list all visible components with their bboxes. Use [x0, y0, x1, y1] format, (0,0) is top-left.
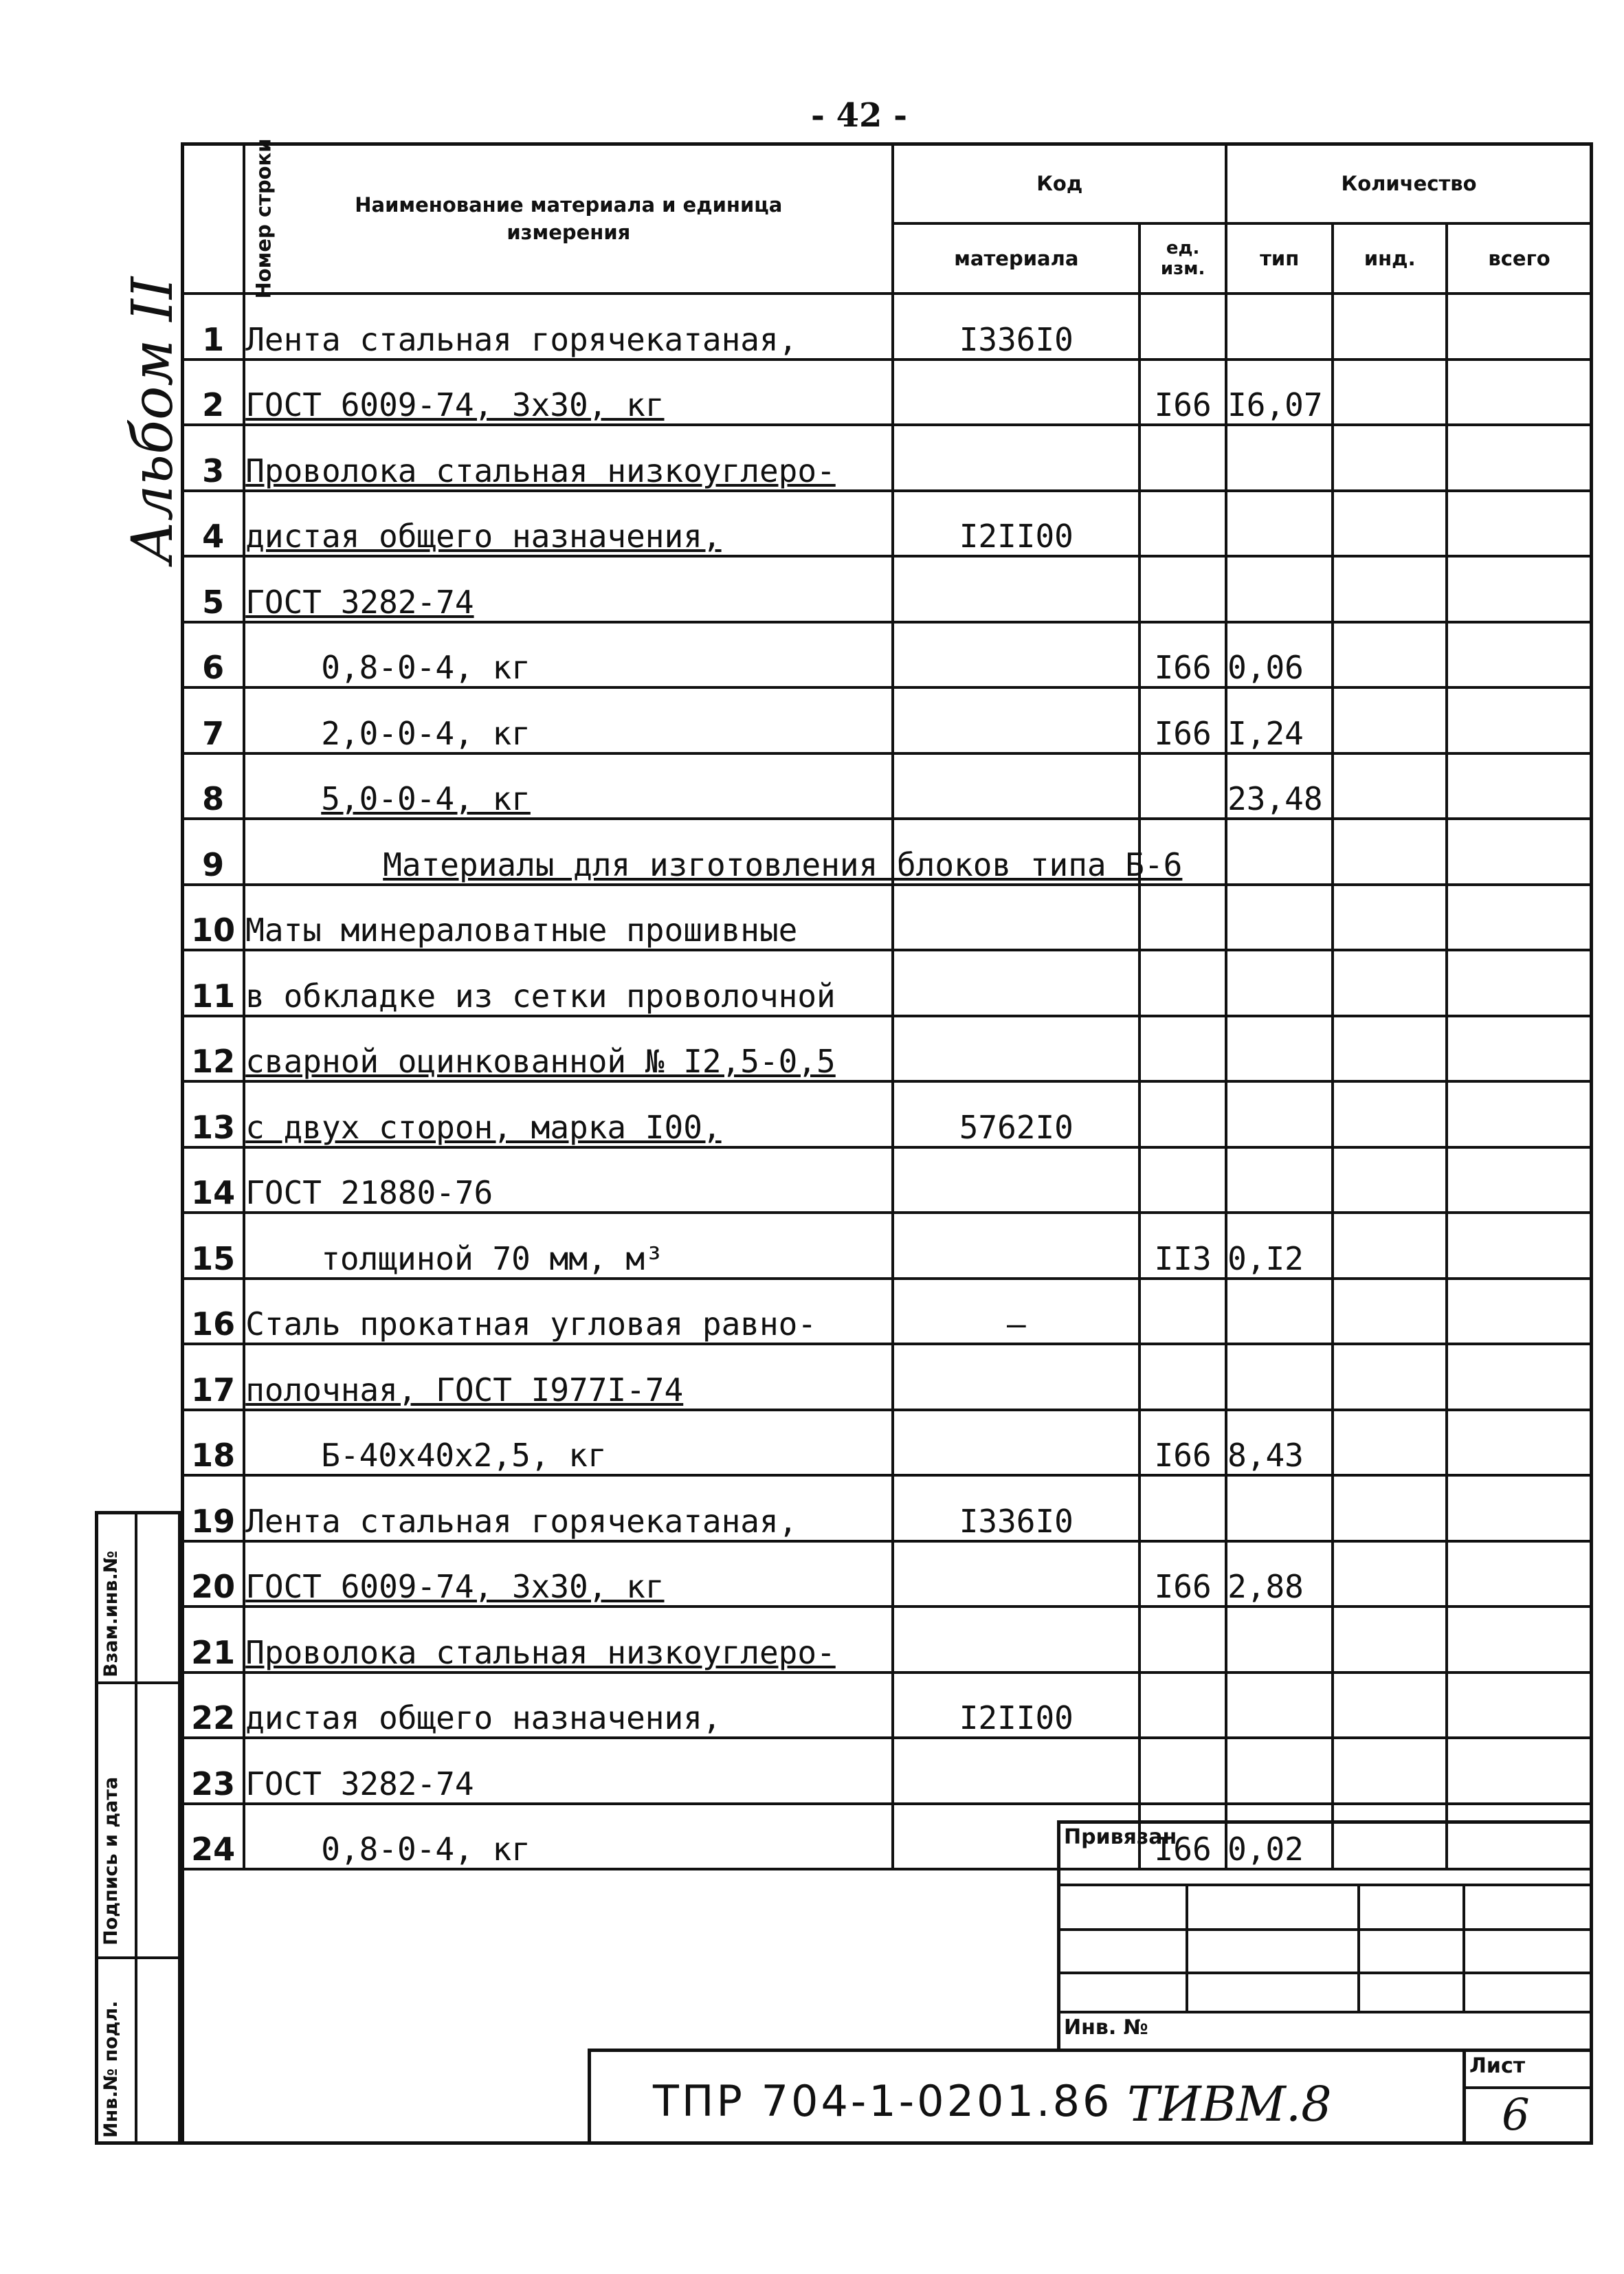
- quantity-ind-cell: [1333, 622, 1447, 688]
- quantity-ind-cell: [1333, 1410, 1447, 1476]
- row-number-cell: [182, 1673, 244, 1738]
- quantity-total-cell: [1447, 294, 1592, 360]
- material-code-cell: [893, 1344, 1139, 1410]
- material-code-cell-text: —: [1006, 1305, 1026, 1343]
- row-number-cell-text: 19: [191, 1502, 236, 1540]
- material-name-cell: [244, 1673, 893, 1738]
- material-code-cell: [893, 1541, 1139, 1607]
- row-number-cell: [182, 1475, 244, 1541]
- sheet-number: 6: [1502, 2090, 1530, 2141]
- unit-code-cell: [1139, 491, 1226, 557]
- quantity-type-cell: [1226, 1673, 1333, 1738]
- row-number-cell: [182, 1344, 244, 1410]
- row-number-cell-text: 15: [191, 1239, 236, 1277]
- sheet-box-line: [1462, 2086, 1593, 2089]
- quantity-total-cell: [1447, 1673, 1592, 1738]
- material-name-cell-text: ГОСТ 3282-74: [245, 583, 474, 621]
- row-number-cell: [182, 950, 244, 1016]
- material-name-cell-text: ГОСТ 21880-76: [245, 1174, 493, 1211]
- material-code-cell: [893, 1738, 1139, 1804]
- header-row-number-text: Номер строки: [252, 138, 276, 299]
- row-number-cell: [182, 425, 244, 491]
- quantity-type-cell: [1226, 1475, 1333, 1541]
- row-number-cell-text: 1: [202, 320, 225, 358]
- quantity-total-cell: [1447, 885, 1592, 951]
- quantity-total-cell: [1447, 950, 1592, 1016]
- material-name-cell-text: Маты минераловатные прошивные: [245, 912, 798, 949]
- material-code-cell: [893, 1673, 1139, 1738]
- material-code-cell-text: I336I0: [959, 1502, 1074, 1540]
- document-designation: ТПР 704-1-0201.86: [653, 2076, 1113, 2126]
- quantity-type-cell-text: I,24: [1227, 714, 1304, 752]
- unit-code-cell: [1139, 294, 1226, 360]
- quantity-total-cell: [1447, 1279, 1592, 1345]
- quantity-type-cell: [1226, 622, 1333, 688]
- unit-code-cell: [1139, 950, 1226, 1016]
- quantity-ind-cell: [1333, 950, 1447, 1016]
- quantity-total-cell: [1447, 1607, 1592, 1673]
- sheet-label: Лист: [1469, 2054, 1526, 2078]
- material-name-cell-text: с двух сторон, марка I00,: [245, 1108, 722, 1146]
- unit-code-cell-text: II3: [1154, 1239, 1212, 1277]
- material-code-cell: [893, 687, 1139, 753]
- table-row: [182, 885, 1592, 951]
- table-row: [182, 753, 1592, 819]
- unit-code-cell: [1139, 885, 1226, 951]
- material-code-cell: [893, 294, 1139, 360]
- unit-code-cell: [1139, 1147, 1226, 1213]
- quantity-type-cell: [1226, 1279, 1333, 1345]
- binding-label: Привязан: [1064, 1825, 1177, 1849]
- header-code: Код: [893, 144, 1226, 223]
- binding-line: [1057, 1884, 1593, 1886]
- row-number-cell: [182, 1016, 244, 1082]
- quantity-total-cell: [1447, 556, 1592, 622]
- stamp-interchange-label: Взам.инв.№: [100, 1550, 122, 1677]
- row-number-cell: [182, 1738, 244, 1804]
- unit-code-cell: [1139, 1673, 1226, 1738]
- quantity-ind-cell: [1333, 1081, 1447, 1147]
- row-number-cell-text: 17: [191, 1371, 236, 1409]
- unit-code-cell: [1139, 622, 1226, 688]
- material-code-cell: [893, 885, 1139, 951]
- material-code-cell-text: 5762I0: [959, 1108, 1074, 1146]
- table-row: [182, 360, 1592, 426]
- row-number-cell-text: 3: [202, 452, 225, 489]
- quantity-type-cell: [1226, 753, 1333, 819]
- quantity-type-cell: [1226, 1213, 1333, 1279]
- row-number-cell-text: 24: [191, 1831, 236, 1868]
- row-number-cell: [182, 1081, 244, 1147]
- table-row: [182, 294, 1592, 360]
- row-number-cell: [182, 1279, 244, 1345]
- row-number-cell: [182, 622, 244, 688]
- quantity-ind-cell: [1333, 1738, 1447, 1804]
- quantity-type-cell: [1226, 1410, 1333, 1476]
- material-name-cell-text: Лента стальная горячекатаная,: [245, 320, 798, 358]
- row-number-cell: [182, 294, 244, 360]
- material-name-cell: [244, 753, 893, 819]
- quantity-type-cell-text: 23,48: [1227, 780, 1323, 817]
- binding-divider: [1357, 1884, 1360, 2013]
- quantity-type-cell-text: 0,02: [1227, 1831, 1304, 1868]
- quantity-type-cell: [1226, 1738, 1333, 1804]
- material-name-cell-text: дистая общего назначения,: [245, 518, 722, 555]
- unit-code-cell-text: I66: [1154, 714, 1212, 752]
- quantity-type-cell: [1226, 1607, 1333, 1673]
- quantity-ind-cell: [1333, 1475, 1447, 1541]
- material-name-cell-text: 0,8-0-4, кг: [321, 1831, 531, 1868]
- material-name-cell: [244, 1213, 893, 1279]
- quantity-ind-cell: [1333, 425, 1447, 491]
- unit-code-cell: [1139, 1344, 1226, 1410]
- quantity-type-cell-text: 2,88: [1227, 1568, 1304, 1605]
- material-name-cell-text: полочная, ГОСТ I977I-74: [245, 1371, 684, 1409]
- quantity-total-cell: [1447, 1213, 1592, 1279]
- row-number-cell-text: 12: [191, 1043, 236, 1080]
- row-number-cell-text: 13: [191, 1108, 236, 1146]
- table-row: [182, 819, 1592, 885]
- quantity-ind-cell: [1333, 1344, 1447, 1410]
- material-name-cell-text: Проволока стальная низкоуглеро-: [245, 1633, 836, 1671]
- quantity-ind-cell: [1333, 753, 1447, 819]
- quantity-total-cell: [1447, 687, 1592, 753]
- row-number-cell-text: 16: [191, 1305, 236, 1343]
- row-number-cell-text: 23: [191, 1765, 236, 1802]
- binding-line: [1057, 2011, 1593, 2013]
- binding-line: [1057, 1972, 1593, 1974]
- quantity-type-cell: [1226, 425, 1333, 491]
- quantity-type-cell-text: I6,07: [1227, 386, 1323, 423]
- material-code-cell-text: I336I0: [959, 320, 1074, 358]
- material-name-cell-text: Материалы для изготовления блоков типа Б-6: [383, 846, 1183, 883]
- document-code: ТИВМ.8: [1127, 2076, 1332, 2132]
- unit-code-cell: [1139, 1213, 1226, 1279]
- row-number-cell: [182, 1213, 244, 1279]
- material-name-cell-text: ГОСТ 6009-74, 3х30, кг: [245, 386, 665, 423]
- quantity-ind-cell: [1333, 885, 1447, 951]
- material-code-cell-text: I2II00: [959, 1699, 1074, 1736]
- unit-code-cell-text: I66: [1154, 1831, 1212, 1868]
- material-name-cell: [244, 1475, 893, 1541]
- table-row: [182, 1016, 1592, 1082]
- quantity-type-cell: [1226, 950, 1333, 1016]
- header-code-material: материала: [893, 223, 1139, 294]
- header-qty-total: всего: [1447, 223, 1592, 294]
- quantity-total-cell: [1447, 1016, 1592, 1082]
- unit-code-cell: [1139, 425, 1226, 491]
- material-name-cell: [244, 1541, 893, 1607]
- quantity-total-cell: [1447, 819, 1592, 885]
- row-number-cell-text: 8: [202, 780, 225, 817]
- unit-code-cell: [1139, 556, 1226, 622]
- quantity-total-cell: [1447, 1081, 1592, 1147]
- quantity-ind-cell: [1333, 1541, 1447, 1607]
- binding-block: [1057, 1820, 1593, 2049]
- quantity-type-cell: [1226, 1081, 1333, 1147]
- quantity-type-cell: [1226, 1541, 1333, 1607]
- material-code-cell: [893, 491, 1139, 557]
- row-number-cell: [182, 556, 244, 622]
- row-number-cell-text: 10: [191, 912, 236, 949]
- quantity-type-cell: [1226, 294, 1333, 360]
- material-name-cell: [244, 1279, 893, 1345]
- material-name-cell-text: ГОСТ 6009-74, 3х30, кг: [245, 1568, 665, 1605]
- unit-code-cell-text: I66: [1154, 649, 1212, 686]
- material-code-cell-text: I2II00: [959, 518, 1074, 555]
- table-row: [182, 1673, 1592, 1738]
- row-number-cell-text: 22: [191, 1699, 236, 1736]
- material-name-cell: [244, 1016, 893, 1082]
- material-name-cell: [244, 491, 893, 557]
- unit-code-cell: [1139, 753, 1226, 819]
- row-number-cell: [182, 819, 244, 885]
- material-name-cell: [244, 556, 893, 622]
- row-number-cell: [182, 1147, 244, 1213]
- quantity-type-cell-text: 8,43: [1227, 1437, 1304, 1474]
- unit-code-cell-text: I66: [1154, 1568, 1212, 1605]
- material-name-cell: [244, 1738, 893, 1804]
- quantity-total-cell: [1447, 1410, 1592, 1476]
- row-number-cell: [182, 1541, 244, 1607]
- row-number-cell-text: 4: [202, 518, 225, 555]
- table-row: [182, 1410, 1592, 1476]
- table-row: [182, 491, 1592, 557]
- header-row-number: [182, 138, 276, 299]
- material-name-cell-text: дистая общего назначения,: [245, 1699, 722, 1736]
- quantity-type-cell: [1226, 1016, 1333, 1082]
- material-name-cell: [244, 360, 893, 426]
- unit-code-cell: [1139, 1279, 1226, 1345]
- material-name-cell-text: 5,0-0-4, кг: [321, 780, 531, 817]
- quantity-ind-cell: [1333, 1213, 1447, 1279]
- quantity-type-cell: [1226, 687, 1333, 753]
- quantity-ind-cell: [1333, 1607, 1447, 1673]
- material-name-cell: [244, 1607, 893, 1673]
- row-number-cell-text: 5: [202, 583, 225, 621]
- album-label: Альбом II: [120, 276, 186, 564]
- table-row: [182, 425, 1592, 491]
- binding-inv-label: Инв. №: [1064, 2016, 1148, 2040]
- row-number-cell: [182, 687, 244, 753]
- quantity-ind-cell: [1333, 360, 1447, 426]
- quantity-type-cell: [1226, 360, 1333, 426]
- table-row: [182, 1344, 1592, 1410]
- unit-code-cell: [1139, 1081, 1226, 1147]
- row-number-cell-text: 14: [191, 1174, 236, 1211]
- material-name-cell-text: Проволока стальная низкоуглеро-: [245, 452, 836, 489]
- table-row: [182, 1475, 1592, 1541]
- material-code-cell: [893, 1213, 1139, 1279]
- quantity-total-cell: [1447, 1738, 1592, 1804]
- material-code-cell: [893, 1016, 1139, 1082]
- unit-code-cell: [1139, 1016, 1226, 1082]
- material-name-cell-text: толщиной 70 мм, м³: [321, 1239, 664, 1277]
- quantity-type-cell: [1226, 491, 1333, 557]
- material-name-cell: [244, 294, 893, 360]
- material-name-cell: [244, 622, 893, 688]
- quantity-total-cell: [1447, 1147, 1592, 1213]
- material-code-cell: [893, 1147, 1139, 1213]
- material-name-cell-text: Сталь прокатная угловая равно-: [245, 1305, 817, 1343]
- header-code-unit: ед. изм.: [1139, 223, 1226, 294]
- material-code-cell: [893, 1410, 1139, 1476]
- material-name-cell: [244, 1081, 893, 1147]
- quantity-ind-cell: [1333, 1147, 1447, 1213]
- table-row: [182, 687, 1592, 753]
- material-code-cell: [893, 1607, 1139, 1673]
- material-name-cell: [244, 687, 893, 753]
- quantity-ind-cell: [1333, 1673, 1447, 1738]
- unit-code-cell: [1139, 1738, 1226, 1804]
- quantity-total-cell: [1447, 360, 1592, 426]
- material-name-cell-text: Б-40х40х2,5, кг: [321, 1437, 607, 1474]
- unit-code-cell-text: I66: [1154, 386, 1212, 423]
- table-row: [182, 950, 1592, 1016]
- row-number-cell-text: 9: [202, 846, 225, 883]
- material-code-cell: [893, 1279, 1139, 1345]
- quantity-total-cell: [1447, 1541, 1592, 1607]
- table-row: [182, 1081, 1592, 1147]
- material-name-cell-text: 2,0-0-4, кг: [321, 714, 531, 752]
- row-number-cell-text: 6: [202, 649, 225, 686]
- unit-code-cell: [1139, 1607, 1226, 1673]
- header-qty-ind: инд.: [1333, 223, 1447, 294]
- unit-code-cell: [1139, 1541, 1226, 1607]
- header-quantity: Количество: [1226, 144, 1592, 223]
- material-name-cell-text: Лента стальная горячекатаная,: [245, 1502, 798, 1540]
- quantity-ind-cell: [1333, 491, 1447, 557]
- row-number-cell: [182, 753, 244, 819]
- material-code-cell: [893, 425, 1139, 491]
- table-row: [182, 1738, 1592, 1804]
- row-number-cell: [182, 1410, 244, 1476]
- stamp-signature-label: Подпись и дата: [100, 1776, 122, 1945]
- binding-divider: [1462, 1884, 1465, 2013]
- row-number-cell: [182, 885, 244, 951]
- material-name-cell: [244, 1344, 893, 1410]
- quantity-type-cell: [1226, 1344, 1333, 1410]
- table-row: [182, 1541, 1592, 1607]
- quantity-total-cell: [1447, 425, 1592, 491]
- table-row: [182, 1213, 1592, 1279]
- material-code-cell: [893, 556, 1139, 622]
- row-number-cell-text: 11: [191, 977, 236, 1015]
- binding-line: [1057, 1928, 1593, 1931]
- quantity-type-cell-text: 0,I2: [1227, 1239, 1304, 1277]
- table-row: [182, 1147, 1592, 1213]
- table-row: [182, 556, 1592, 622]
- stamp-inv-original-label: Инв.№ подл.: [100, 2000, 122, 2138]
- quantity-ind-cell: [1333, 294, 1447, 360]
- material-code-cell: [893, 950, 1139, 1016]
- unit-code-cell: [1139, 1410, 1226, 1476]
- materials-table: [181, 138, 1593, 1870]
- material-name-cell-text: 0,8-0-4, кг: [321, 649, 531, 686]
- material-code-cell: [893, 1475, 1139, 1541]
- row-number-cell-text: 7: [202, 714, 225, 752]
- material-name-cell-text: в обкладке из сетки проволочной: [245, 977, 836, 1015]
- quantity-ind-cell: [1333, 687, 1447, 753]
- unit-code-cell-text: I66: [1154, 1437, 1212, 1474]
- quantity-ind-cell: [1333, 1016, 1447, 1082]
- quantity-ind-cell: [1333, 556, 1447, 622]
- material-name-cell: [244, 1147, 893, 1213]
- quantity-total-cell: [1447, 1344, 1592, 1410]
- quantity-type-cell: [1226, 556, 1333, 622]
- material-code-cell: [893, 622, 1139, 688]
- row-number-cell-text: 20: [191, 1568, 236, 1605]
- row-number-cell-text: 21: [191, 1633, 236, 1671]
- table-row: [182, 1607, 1592, 1673]
- quantity-total-cell: [1447, 622, 1592, 688]
- row-number-cell: [182, 491, 244, 557]
- material-name-cell: [244, 885, 893, 951]
- material-name-cell: [244, 1410, 893, 1476]
- binding-divider: [1186, 1884, 1188, 2013]
- quantity-type-cell: [1226, 1147, 1333, 1213]
- material-name-cell-text: сварной оцинкованной № I2,5-0,5: [245, 1043, 836, 1080]
- row-number-cell-text: 2: [202, 386, 225, 423]
- row-number-cell-text: 18: [191, 1437, 236, 1474]
- row-number-cell: [182, 1607, 244, 1673]
- material-name-cell-text: ГОСТ 3282-74: [245, 1765, 474, 1802]
- material-name-cell: [244, 819, 1183, 885]
- material-code-cell: [893, 360, 1139, 426]
- quantity-total-cell: [1447, 491, 1592, 557]
- quantity-type-cell-text: 0,06: [1227, 649, 1304, 686]
- material-name-cell: [244, 1804, 893, 1870]
- material-code-cell: [893, 753, 1139, 819]
- material-name-cell: [244, 950, 893, 1016]
- quantity-total-cell: [1447, 1475, 1592, 1541]
- quantity-total-cell: [1447, 753, 1592, 819]
- table-row: [182, 622, 1592, 688]
- header-qty-type: тип: [1226, 223, 1333, 294]
- header-name: Наименование материала и единица измерения: [244, 144, 893, 294]
- quantity-type-cell: [1226, 885, 1333, 951]
- material-name-cell: [244, 425, 893, 491]
- row-number-cell: [182, 360, 244, 426]
- unit-code-cell: [1139, 1475, 1226, 1541]
- quantity-ind-cell: [1333, 819, 1447, 885]
- unit-code-cell: [1139, 687, 1226, 753]
- unit-code-cell: [1139, 360, 1226, 426]
- row-number-cell: [182, 1804, 244, 1870]
- quantity-type-cell: [1226, 819, 1333, 885]
- material-code-cell: [893, 1081, 1139, 1147]
- page-number: - 42 -: [811, 96, 908, 135]
- table-row: [182, 1279, 1592, 1345]
- quantity-ind-cell: [1333, 1279, 1447, 1345]
